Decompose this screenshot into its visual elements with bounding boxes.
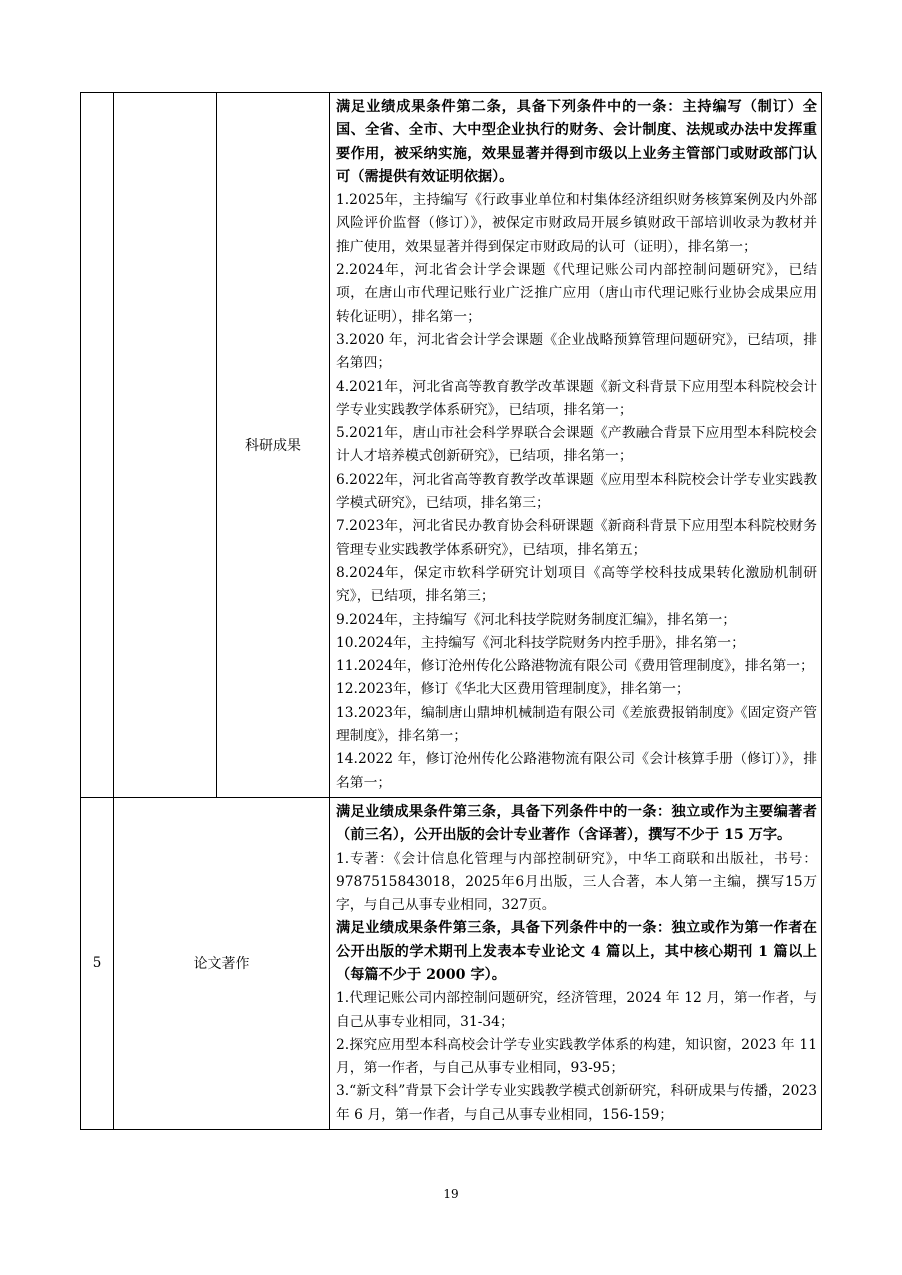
condition-heading: 满足业绩成果条件第三条，具备下列条件中的一条：独立或作为主要编著者（前三名），公开出版的会计专业著作（含译著），撰写不少于 15 万字。 xyxy=(336,803,817,844)
content-cell xyxy=(330,93,822,798)
list-item: 13.2023年，编制唐山鼎坤机械制造有限公司《差旅费报销制度》《固定资产管理制度》，排名第一； xyxy=(336,704,817,745)
achievements-table xyxy=(80,92,822,1130)
row-index-cell xyxy=(81,93,114,798)
list-item: 1.2025年，主持编写《行政事业单位和村集体经济组织财务核算案例及内外部风险评价监督（修订）》，被保定市财政局开展乡镇财政干部培训收录为教材并推广使用，效果显著并得到保定市财政局的认可（证明），排名第一； xyxy=(336,192,817,255)
list-item: 3.“新文科”背景下会计学专业实践教学模式创新研究，科研成果与传播，2023 年 6 月，第一作者，与自己从事专业相同，156-159； xyxy=(336,1083,817,1123)
page-number: 19 xyxy=(443,1187,459,1201)
list-item: 1.专著：《会计信息化管理与内部控制研究》，中华工商联和出版社，书号：9787515843018，2025年6月出版，三人合著，本人第一主编，撰写15万字，与自己从事专业相同，327页。 xyxy=(336,850,817,914)
list-item: 11.2024年，修订沧州传化公路港物流有限公司《费用管理制度》，排名第一； xyxy=(336,658,814,675)
list-item: 6.2022年，河北省高等教育教学改革课题《应用型本科院校会计学专业实践教学模式研究》，已结项，排名第三； xyxy=(336,471,817,512)
category-cell xyxy=(114,93,217,798)
list-item: 8.2024年，保定市软科学研究计划项目《高等学校科技成果转化激励机制研究》，已结项，排名第三； xyxy=(336,564,817,605)
list-item: 9.2024年，主持编写《河北科技学院财务制度汇编》，排名第一； xyxy=(336,611,737,628)
category-cell: 论文著作 xyxy=(114,797,330,1129)
list-item: 1.代理记账公司内部控制问题研究，经济管理，2024 年 12 月，第一作者，与自己从事专业相同，31-34； xyxy=(336,990,817,1030)
content-cell xyxy=(330,797,822,1129)
table-row xyxy=(81,797,822,1129)
list-item: 2.2024年，河北省会计学会课题《代理记账公司内部控制问题研究》，已结项，在唐山市代理记账行业广泛推广应用（唐山市代理记账行业协会成果应用转化证明），排名第一； xyxy=(336,262,817,325)
list-item: 2.探究应用型本科高校会计学专业实践教学体系的构建，知识窗，2023 年 11 月，第一作者，与自己从事专业相同，93-95； xyxy=(336,1036,817,1077)
subcategory-cell: 科研成果 xyxy=(217,93,330,798)
table-row xyxy=(81,93,822,798)
list-item: 14.2022 年，修订沧州传化公路港物流有限公司《会计核算手册（修订）》，排名第一； xyxy=(336,751,817,791)
list-item: 12.2023年，修订《华北大区费用管理制度》，排名第一； xyxy=(336,681,690,698)
condition-heading: 满足业绩成果条件第二条，具备下列条件中的一条：主持编写（制订）全国、全省、全市、大中型企业执行的财务、会计制度、法规或办法中发挥重要作用，被采纳实施，效果显著并得到市级以上业务主管部门或财政部门认可（需提供有效证明依据）。 xyxy=(336,99,817,185)
list-item: 10.2024年，主持编写《河北科技学院财务内控手册》，排名第一； xyxy=(336,634,745,651)
row-index-cell: 5 xyxy=(81,797,114,1129)
condition-heading: 满足业绩成果条件第三条，具备下列条件中的一条：独立或作为第一作者在公开出版的学术期刊上发表本专业论文 4 篇以上，其中核心期刊 1 篇以上（每篇不少于 2000 字）。 xyxy=(336,920,817,983)
list-item: 5.2021年，唐山市社会科学界联合会课题《产教融合背景下应用型本科院校会计人才培养模式创新研究》，已结项，排名第一； xyxy=(336,425,817,465)
list-item: 3.2020 年，河北省会计学会课题《企业战略预算管理问题研究》，已结项，排名第四； xyxy=(336,331,817,372)
list-item: 4.2021年，河北省高等教育教学改革课题《新文科背景下应用型本科院校会计学专业实践教学体系研究》，已结项，排名第一； xyxy=(336,378,817,418)
list-item: 7.2023年，河北省民办教育协会科研课题《新商科背景下应用型本科院校财务管理专业实践教学体系研究》，已结项，排名第五； xyxy=(336,518,817,558)
